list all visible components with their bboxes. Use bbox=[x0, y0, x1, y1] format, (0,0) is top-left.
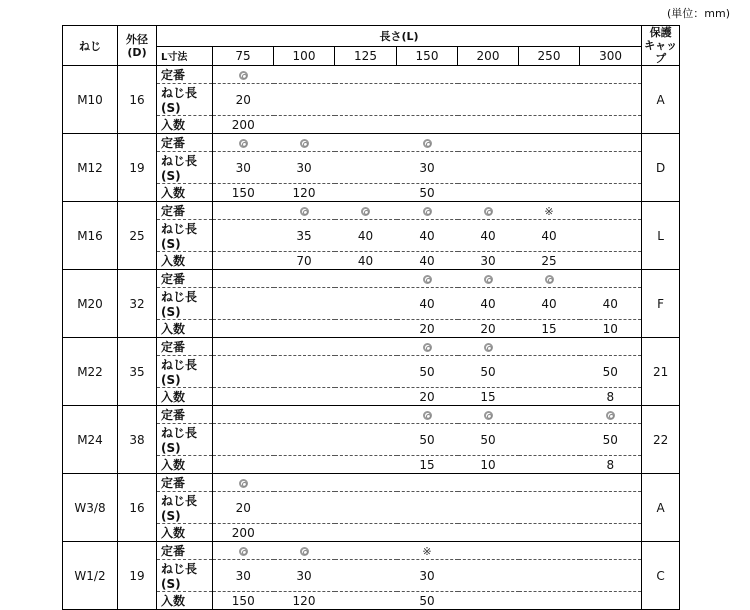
standard-mark-icon bbox=[213, 474, 274, 492]
thread-length-cell bbox=[335, 288, 397, 320]
unit-note: (単位：mm) bbox=[666, 7, 730, 20]
thread-length-cell bbox=[458, 152, 519, 184]
header-row-1 bbox=[63, 26, 680, 47]
protective-cap-cell: F bbox=[642, 270, 680, 338]
quantity-cell bbox=[213, 388, 274, 406]
standard-cell bbox=[213, 202, 274, 220]
standard-cell bbox=[458, 134, 519, 152]
quantity-cell: 40 bbox=[335, 252, 397, 270]
standard-cell bbox=[274, 270, 335, 288]
standard-cell bbox=[519, 406, 580, 424]
row-label-std: 定番 bbox=[157, 202, 213, 220]
thread-length-cell bbox=[274, 288, 335, 320]
thread-length-cell: 50 bbox=[580, 356, 642, 388]
double-circle-icon bbox=[606, 411, 615, 420]
thread-length-cell: 40 bbox=[458, 220, 519, 252]
quantity-cell: 120 bbox=[274, 184, 335, 202]
double-circle-icon bbox=[239, 479, 248, 488]
thread-length-cell: 30 bbox=[213, 152, 274, 184]
thread-length-cell bbox=[274, 492, 335, 524]
standard-cell bbox=[397, 66, 458, 84]
spec-table bbox=[62, 25, 680, 610]
table-row bbox=[63, 338, 680, 356]
standard-cell bbox=[580, 66, 642, 84]
table-row bbox=[63, 542, 680, 560]
standard-cell bbox=[580, 542, 642, 560]
quantity-cell bbox=[519, 116, 580, 134]
thread-length-cell: 20 bbox=[213, 84, 274, 116]
standard-mark-icon bbox=[274, 542, 335, 560]
table-row bbox=[63, 406, 680, 424]
row-label-qty: 入数 bbox=[157, 524, 213, 542]
thread-length-cell bbox=[335, 152, 397, 184]
standard-cell bbox=[274, 338, 335, 356]
row-label-std: 定番 bbox=[157, 474, 213, 492]
double-circle-icon bbox=[300, 207, 309, 216]
outer-diameter-cell: 19 bbox=[118, 542, 157, 610]
standard-cell bbox=[580, 134, 642, 152]
quantity-cell bbox=[580, 592, 642, 610]
thread-length-cell: 30 bbox=[213, 560, 274, 592]
thread-length-cell: 40 bbox=[519, 288, 580, 320]
quantity-cell: 20 bbox=[458, 320, 519, 338]
standard-cell bbox=[519, 474, 580, 492]
standard-cell bbox=[335, 338, 397, 356]
thread-length-cell: 40 bbox=[397, 220, 458, 252]
quantity-cell: 70 bbox=[274, 252, 335, 270]
quantity-cell: 15 bbox=[519, 320, 580, 338]
quantity-cell: 50 bbox=[397, 184, 458, 202]
thread-length-cell bbox=[519, 424, 580, 456]
quantity-cell bbox=[335, 184, 397, 202]
quantity-cell bbox=[213, 320, 274, 338]
length-col-header: 100 bbox=[274, 46, 335, 65]
length-col-header: 75 bbox=[213, 46, 274, 65]
thread-length-cell: 30 bbox=[397, 560, 458, 592]
length-header: 長さ(L) bbox=[157, 26, 642, 47]
quantity-cell: 150 bbox=[213, 184, 274, 202]
standard-cell bbox=[335, 270, 397, 288]
standard-mark-icon bbox=[213, 542, 274, 560]
thread-length-cell: 40 bbox=[397, 288, 458, 320]
standard-cell bbox=[397, 474, 458, 492]
protective-cap-cell: L bbox=[642, 202, 680, 270]
screw-cell: M24 bbox=[63, 406, 118, 474]
thread-length-cell: 30 bbox=[274, 152, 335, 184]
protective-cap-cell: A bbox=[642, 474, 680, 542]
quantity-cell bbox=[458, 184, 519, 202]
double-circle-icon bbox=[239, 71, 248, 80]
quantity-cell: 10 bbox=[580, 320, 642, 338]
quantity-cell: 10 bbox=[458, 456, 519, 474]
thread-length-cell bbox=[335, 560, 397, 592]
quantity-cell bbox=[397, 116, 458, 134]
length-col-header: 125 bbox=[335, 46, 397, 65]
double-circle-icon bbox=[423, 343, 432, 352]
quantity-cell bbox=[580, 116, 642, 134]
standard-mark-icon bbox=[397, 202, 458, 220]
double-circle-icon bbox=[484, 411, 493, 420]
reference-mark-icon bbox=[397, 542, 458, 560]
double-circle-icon bbox=[300, 547, 309, 556]
table-row bbox=[63, 270, 680, 288]
standard-cell bbox=[274, 474, 335, 492]
length-col-header: 300 bbox=[580, 46, 642, 65]
standard-mark-icon bbox=[458, 338, 519, 356]
standard-mark-icon bbox=[335, 202, 397, 220]
thread-length-cell: 50 bbox=[458, 424, 519, 456]
thread-length-cell bbox=[335, 356, 397, 388]
quantity-cell bbox=[335, 388, 397, 406]
row-label-thread: ねじ長(S) bbox=[157, 492, 213, 524]
table-row bbox=[63, 202, 680, 220]
quantity-cell bbox=[274, 388, 335, 406]
thread-length-cell bbox=[458, 84, 519, 116]
standard-mark-icon bbox=[397, 406, 458, 424]
standard-mark-icon bbox=[213, 134, 274, 152]
quantity-cell bbox=[519, 388, 580, 406]
thread-length-cell bbox=[580, 84, 642, 116]
standard-cell bbox=[335, 542, 397, 560]
standard-mark-icon bbox=[274, 134, 335, 152]
quantity-cell: 20 bbox=[397, 320, 458, 338]
standard-cell bbox=[274, 406, 335, 424]
protective-cap-cell: A bbox=[642, 66, 680, 134]
standard-cell bbox=[335, 66, 397, 84]
quantity-cell: 200 bbox=[213, 116, 274, 134]
quantity-cell bbox=[519, 184, 580, 202]
double-circle-icon bbox=[361, 207, 370, 216]
quantity-cell bbox=[335, 116, 397, 134]
protective-cap-cell: 21 bbox=[642, 338, 680, 406]
outer-diameter-header: 外径 (D) bbox=[118, 26, 157, 66]
row-label-std: 定番 bbox=[157, 338, 213, 356]
thread-length-cell bbox=[519, 560, 580, 592]
quantity-cell bbox=[458, 116, 519, 134]
thread-length-cell bbox=[580, 220, 642, 252]
outer-diameter-cell: 16 bbox=[118, 66, 157, 134]
quantity-cell: 120 bbox=[274, 592, 335, 610]
quantity-cell bbox=[213, 456, 274, 474]
thread-length-cell: 35 bbox=[274, 220, 335, 252]
standard-cell bbox=[213, 406, 274, 424]
quantity-cell bbox=[274, 116, 335, 134]
quantity-cell bbox=[519, 592, 580, 610]
double-circle-icon bbox=[545, 275, 554, 284]
thread-length-cell bbox=[274, 84, 335, 116]
thread-length-cell bbox=[519, 152, 580, 184]
thread-length-cell bbox=[580, 492, 642, 524]
quantity-cell bbox=[335, 320, 397, 338]
thread-length-cell: 50 bbox=[397, 356, 458, 388]
quantity-cell bbox=[335, 456, 397, 474]
screw-header: ねじ bbox=[63, 26, 118, 66]
screw-cell: M10 bbox=[63, 66, 118, 134]
standard-cell bbox=[335, 474, 397, 492]
quantity-cell: 150 bbox=[213, 592, 274, 610]
quantity-cell: 15 bbox=[458, 388, 519, 406]
protective-cap-header: 保護 キャップ bbox=[642, 26, 680, 66]
quantity-cell: 25 bbox=[519, 252, 580, 270]
thread-length-cell bbox=[335, 424, 397, 456]
kome-mark-icon: ※ bbox=[422, 544, 432, 558]
standard-mark-icon bbox=[580, 406, 642, 424]
outer-diameter-cell: 25 bbox=[118, 202, 157, 270]
thread-length-cell bbox=[580, 152, 642, 184]
standard-mark-icon bbox=[213, 66, 274, 84]
standard-cell bbox=[458, 474, 519, 492]
thread-length-cell: 40 bbox=[580, 288, 642, 320]
double-circle-icon bbox=[300, 139, 309, 148]
double-circle-icon bbox=[423, 411, 432, 420]
table-row bbox=[63, 474, 680, 492]
quantity-cell bbox=[335, 592, 397, 610]
quantity-cell: 50 bbox=[397, 592, 458, 610]
table-row bbox=[63, 134, 680, 152]
outer-diameter-cell: 38 bbox=[118, 406, 157, 474]
standard-cell bbox=[335, 134, 397, 152]
row-label-std: 定番 bbox=[157, 134, 213, 152]
row-label-thread: ねじ長(S) bbox=[157, 220, 213, 252]
thread-length-cell: 40 bbox=[335, 220, 397, 252]
standard-mark-icon bbox=[458, 406, 519, 424]
row-label-thread: ねじ長(S) bbox=[157, 152, 213, 184]
row-label-qty: 入数 bbox=[157, 320, 213, 338]
double-circle-icon bbox=[484, 343, 493, 352]
thread-length-cell bbox=[397, 492, 458, 524]
standard-cell bbox=[519, 134, 580, 152]
protective-cap-cell: 22 bbox=[642, 406, 680, 474]
thread-length-cell bbox=[335, 492, 397, 524]
kome-mark-icon: ※ bbox=[544, 204, 554, 218]
quantity-cell bbox=[580, 252, 642, 270]
thread-length-cell: 50 bbox=[458, 356, 519, 388]
row-label-std: 定番 bbox=[157, 542, 213, 560]
thread-length-cell bbox=[397, 84, 458, 116]
protective-cap-cell: C bbox=[642, 542, 680, 610]
standard-mark-icon bbox=[274, 202, 335, 220]
double-circle-icon bbox=[423, 207, 432, 216]
length-col-header: 250 bbox=[519, 46, 580, 65]
thread-length-cell bbox=[335, 84, 397, 116]
thread-length-cell bbox=[458, 492, 519, 524]
standard-cell bbox=[580, 338, 642, 356]
standard-mark-icon bbox=[458, 270, 519, 288]
row-label-thread: ねじ長(S) bbox=[157, 356, 213, 388]
screw-cell: M12 bbox=[63, 134, 118, 202]
standard-cell bbox=[213, 270, 274, 288]
standard-cell bbox=[519, 66, 580, 84]
thread-length-cell bbox=[519, 84, 580, 116]
thread-length-cell bbox=[213, 424, 274, 456]
standard-cell bbox=[213, 338, 274, 356]
double-circle-icon bbox=[423, 275, 432, 284]
screw-cell: W3/8 bbox=[63, 474, 118, 542]
thread-length-cell: 50 bbox=[580, 424, 642, 456]
thread-length-cell: 30 bbox=[274, 560, 335, 592]
row-label-thread: ねじ長(S) bbox=[157, 424, 213, 456]
standard-mark-icon bbox=[397, 134, 458, 152]
standard-cell bbox=[580, 202, 642, 220]
standard-cell bbox=[580, 474, 642, 492]
row-label-thread: ねじ長(S) bbox=[157, 560, 213, 592]
quantity-cell bbox=[274, 320, 335, 338]
quantity-cell: 8 bbox=[580, 456, 642, 474]
quantity-cell: 30 bbox=[458, 252, 519, 270]
l-dimension-header: L寸法 bbox=[157, 46, 213, 65]
standard-cell bbox=[274, 66, 335, 84]
quantity-cell bbox=[458, 592, 519, 610]
screw-cell: M20 bbox=[63, 270, 118, 338]
protective-cap-cell: D bbox=[642, 134, 680, 202]
thread-length-cell: 40 bbox=[519, 220, 580, 252]
thread-length-cell: 20 bbox=[213, 492, 274, 524]
quantity-cell bbox=[519, 456, 580, 474]
standard-cell bbox=[458, 542, 519, 560]
screw-cell: M16 bbox=[63, 202, 118, 270]
screw-cell: W1/2 bbox=[63, 542, 118, 610]
double-circle-icon bbox=[239, 139, 248, 148]
row-label-std: 定番 bbox=[157, 66, 213, 84]
row-label-std: 定番 bbox=[157, 406, 213, 424]
thread-length-cell bbox=[519, 492, 580, 524]
row-label-qty: 入数 bbox=[157, 116, 213, 134]
double-circle-icon bbox=[239, 547, 248, 556]
double-circle-icon bbox=[423, 139, 432, 148]
thread-length-cell bbox=[213, 356, 274, 388]
quantity-cell bbox=[580, 184, 642, 202]
thread-length-cell bbox=[458, 560, 519, 592]
row-label-qty: 入数 bbox=[157, 184, 213, 202]
standard-cell bbox=[458, 66, 519, 84]
quantity-cell: 200 bbox=[213, 524, 274, 542]
thread-length-cell bbox=[580, 560, 642, 592]
quantity-cell: 15 bbox=[397, 456, 458, 474]
standard-mark-icon bbox=[458, 202, 519, 220]
quantity-cell bbox=[519, 524, 580, 542]
quantity-cell bbox=[274, 524, 335, 542]
quantity-cell bbox=[335, 524, 397, 542]
thread-length-cell: 40 bbox=[458, 288, 519, 320]
standard-mark-icon bbox=[519, 270, 580, 288]
thread-length-cell bbox=[274, 356, 335, 388]
row-label-thread: ねじ長(S) bbox=[157, 84, 213, 116]
quantity-cell bbox=[397, 524, 458, 542]
thread-length-cell bbox=[213, 220, 274, 252]
quantity-cell bbox=[458, 524, 519, 542]
standard-cell bbox=[335, 406, 397, 424]
outer-diameter-cell: 32 bbox=[118, 270, 157, 338]
outer-diameter-cell: 35 bbox=[118, 338, 157, 406]
thread-length-cell bbox=[519, 356, 580, 388]
row-label-qty: 入数 bbox=[157, 252, 213, 270]
standard-cell bbox=[519, 338, 580, 356]
length-col-header: 150 bbox=[397, 46, 458, 65]
length-col-header: 200 bbox=[458, 46, 519, 65]
thread-length-cell bbox=[274, 424, 335, 456]
double-circle-icon bbox=[484, 275, 493, 284]
standard-mark-icon bbox=[397, 338, 458, 356]
row-label-std: 定番 bbox=[157, 270, 213, 288]
quantity-cell: 40 bbox=[397, 252, 458, 270]
thread-length-cell bbox=[213, 288, 274, 320]
thread-length-cell: 50 bbox=[397, 424, 458, 456]
quantity-cell bbox=[580, 524, 642, 542]
double-circle-icon bbox=[484, 207, 493, 216]
quantity-cell bbox=[274, 456, 335, 474]
row-label-qty: 入数 bbox=[157, 388, 213, 406]
standard-cell bbox=[519, 542, 580, 560]
row-label-qty: 入数 bbox=[157, 592, 213, 610]
reference-mark-icon bbox=[519, 202, 580, 220]
outer-diameter-cell: 19 bbox=[118, 134, 157, 202]
row-label-thread: ねじ長(S) bbox=[157, 288, 213, 320]
table-row bbox=[63, 66, 680, 84]
standard-mark-icon bbox=[397, 270, 458, 288]
quantity-cell: 20 bbox=[397, 388, 458, 406]
outer-diameter-cell: 16 bbox=[118, 474, 157, 542]
quantity-cell bbox=[213, 252, 274, 270]
row-label-qty: 入数 bbox=[157, 456, 213, 474]
thread-length-cell: 30 bbox=[397, 152, 458, 184]
standard-cell bbox=[580, 270, 642, 288]
screw-cell: M22 bbox=[63, 338, 118, 406]
quantity-cell: 8 bbox=[580, 388, 642, 406]
